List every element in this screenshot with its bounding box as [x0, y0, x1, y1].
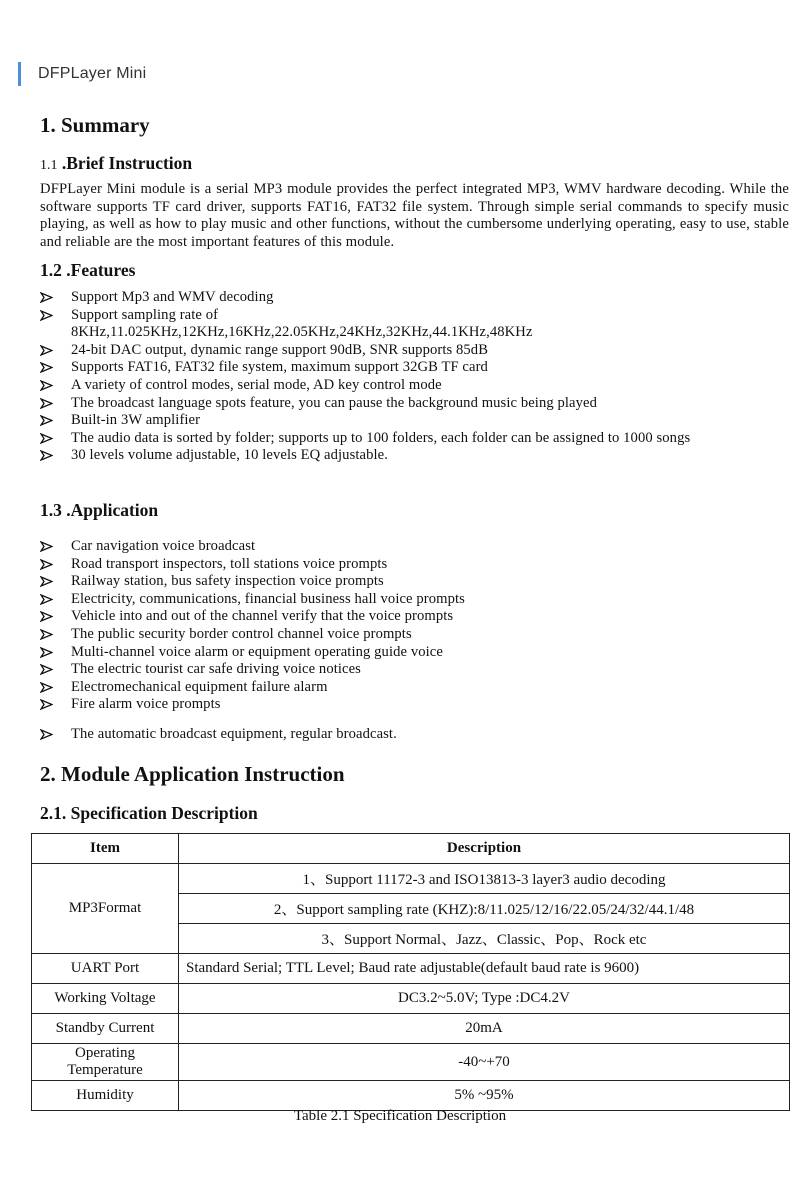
section-heading-summary: 1. Summary — [40, 113, 150, 137]
arrow-bullet-icon — [40, 608, 58, 622]
list-item-text: Road transport inspectors, toll stations voice prompts — [71, 555, 388, 572]
table-caption: Table 2.1 Specification Description — [293, 1108, 507, 1124]
list-item — [40, 430, 771, 448]
arrow-bullet-icon — [40, 342, 58, 356]
arrow-bullet-icon — [40, 538, 58, 552]
list-item — [40, 359, 800, 377]
mp3-format-label: MP3Format — [32, 864, 179, 954]
list-item-text: The automatic broadcast equipment, regular broadcast. — [71, 725, 397, 742]
list-item — [40, 412, 800, 430]
list-item-text: Railway station, bus safety inspection voice prompts — [71, 573, 384, 590]
table-cell: DC3.2~5.0V; Type :DC4.2V — [179, 984, 790, 1014]
list-item — [40, 644, 800, 662]
arrow-bullet-icon — [40, 661, 58, 675]
list-item — [40, 377, 800, 395]
table-row — [32, 1081, 790, 1111]
arrow-bullet-icon — [40, 626, 58, 640]
table-row — [32, 984, 790, 1014]
table-cell: -40~+70 — [179, 1044, 790, 1081]
table-row — [32, 1014, 790, 1044]
list-item — [40, 538, 800, 556]
table-cell: UART Port — [32, 954, 179, 984]
list-item — [40, 447, 800, 465]
table-row — [32, 864, 790, 894]
application-list — [40, 538, 800, 744]
table-row — [32, 954, 790, 984]
section-heading-module: 2. Module Application Instruction — [40, 762, 345, 786]
table-cell: 5% ~95% — [179, 1081, 790, 1111]
list-item-text: Support Mp3 and WMV decoding — [71, 289, 274, 305]
list-item-text: The broadcast language spots feature, you can pause the background music being played — [71, 394, 597, 411]
arrow-bullet-icon — [40, 726, 58, 740]
list-item-text: Electricity, communications, financial business hall voice prompts — [71, 590, 465, 607]
list-item-text: Electromechanical equipment failure alarm — [71, 678, 328, 695]
arrow-bullet-icon — [40, 395, 58, 409]
subsection-heading-brief — [40, 153, 192, 174]
list-item-text: The electric tourist car safe driving voice notices — [71, 661, 361, 678]
arrow-bullet-icon — [40, 573, 58, 587]
list-item — [40, 289, 800, 307]
table-cell: 20mA — [179, 1014, 790, 1044]
list-item-text: A variety of control modes, serial mode, AD key control mode — [71, 376, 442, 393]
arrow-bullet-icon — [40, 307, 58, 321]
list-item-text: Car navigation voice broadcast — [71, 538, 256, 554]
subsection-number: 1.1 — [40, 158, 58, 173]
table-cell: Standby Current — [32, 1014, 179, 1044]
arrow-bullet-icon — [40, 447, 58, 461]
list-item — [40, 573, 800, 591]
list-item — [40, 608, 800, 626]
list-item — [40, 342, 800, 360]
table-header-row — [32, 834, 790, 864]
cell-line: Temperature — [67, 1062, 143, 1078]
arrow-bullet-icon — [40, 430, 58, 444]
subsection-heading-spec: 2.1. Specification Description — [40, 803, 258, 823]
sampling-rates-text: 8KHz,11.025KHz,12KHz,16KHz,22.05KHz,24KHz,32KHz,44.1KHz,48KHz — [71, 324, 533, 341]
table-cell: 1、Support 11172-3 and ISO13813-3 layer3 audio decoding — [179, 864, 790, 894]
table-cell: 3、Support Normal、Jazz、Classic、Pop、Rock etc — [179, 924, 790, 954]
arrow-bullet-icon — [40, 289, 58, 303]
brief-paragraph: DFPLayer Mini module is a serial MP3 module provides the perfect integrated MP3, WMV hardware decoding. While the software supports TF card driver, supports FAT16, FAT32 file system. Through simple serial commands to specify music playing, as well as how to play music and other functions, without the cumbersome underlying operating, easy to use, stable and reliable are the most important features of this module. — [40, 181, 789, 250]
list-item-text: Supports FAT16, FAT32 file system, maximum support 32GB TF card — [71, 359, 488, 376]
list-item-text: Built-in 3W amplifier — [71, 412, 201, 429]
list-item — [40, 591, 800, 609]
list-item — [40, 556, 800, 574]
table-row — [32, 1044, 790, 1081]
arrow-bullet-icon — [40, 644, 58, 658]
list-item — [40, 307, 800, 342]
arrow-bullet-icon — [40, 679, 58, 693]
list-item — [40, 661, 800, 679]
table-cell: Humidity — [32, 1081, 179, 1111]
list-item — [40, 626, 800, 644]
table-cell: 2、Support sampling rate (KHZ):8/11.025/12/16/22.05/24/32/44.1/48 — [179, 894, 790, 924]
arrow-bullet-icon — [40, 556, 58, 570]
arrow-bullet-icon — [40, 377, 58, 391]
specification-table — [31, 833, 790, 1111]
list-item-text: 24-bit DAC output, dynamic range support 90dB, SNR supports 85dB — [71, 341, 489, 358]
list-item-text: Support sampling rate of — [71, 306, 219, 323]
arrow-bullet-icon — [40, 412, 58, 426]
list-item-text: The public security border control channel voice prompts — [71, 625, 412, 642]
arrow-bullet-icon — [40, 696, 58, 710]
table-cell — [32, 1044, 179, 1081]
arrow-bullet-icon — [40, 359, 58, 373]
list-item-text: Multi-channel voice alarm or equipment operating guide voice — [71, 643, 443, 660]
list-item-text: Vehicle into and out of the channel verify that the voice prompts — [71, 608, 454, 625]
features-list — [40, 289, 800, 465]
list-item-text: Fire alarm voice prompts — [71, 696, 221, 713]
cell-line: Operating — [75, 1045, 135, 1061]
subsection-heading-application: 1.3 .Application — [40, 500, 159, 520]
list-item — [40, 679, 800, 697]
list-item-text: The audio data is sorted by folder; supports up to 100 folders, each folder can be assigned to 1000 songs — [71, 429, 691, 446]
subsection-title: .Brief Instruction — [61, 153, 193, 173]
list-item-text: 30 levels volume adjustable, 10 levels EQ adjustable. — [71, 447, 388, 464]
arrow-bullet-icon — [40, 591, 58, 605]
subsection-heading-features: 1.2 .Features — [40, 260, 136, 280]
list-item — [40, 726, 800, 744]
list-item — [40, 696, 800, 714]
column-header-description: Description — [179, 834, 790, 864]
table-cell: Working Voltage — [32, 984, 179, 1014]
list-item — [40, 395, 800, 413]
table-cell: Standard Serial; TTL Level; Baud rate adjustable(default baud rate is 9600) — [179, 954, 790, 984]
page-header: DFPLayer Mini — [18, 62, 146, 86]
column-header-item: Item — [32, 834, 179, 864]
